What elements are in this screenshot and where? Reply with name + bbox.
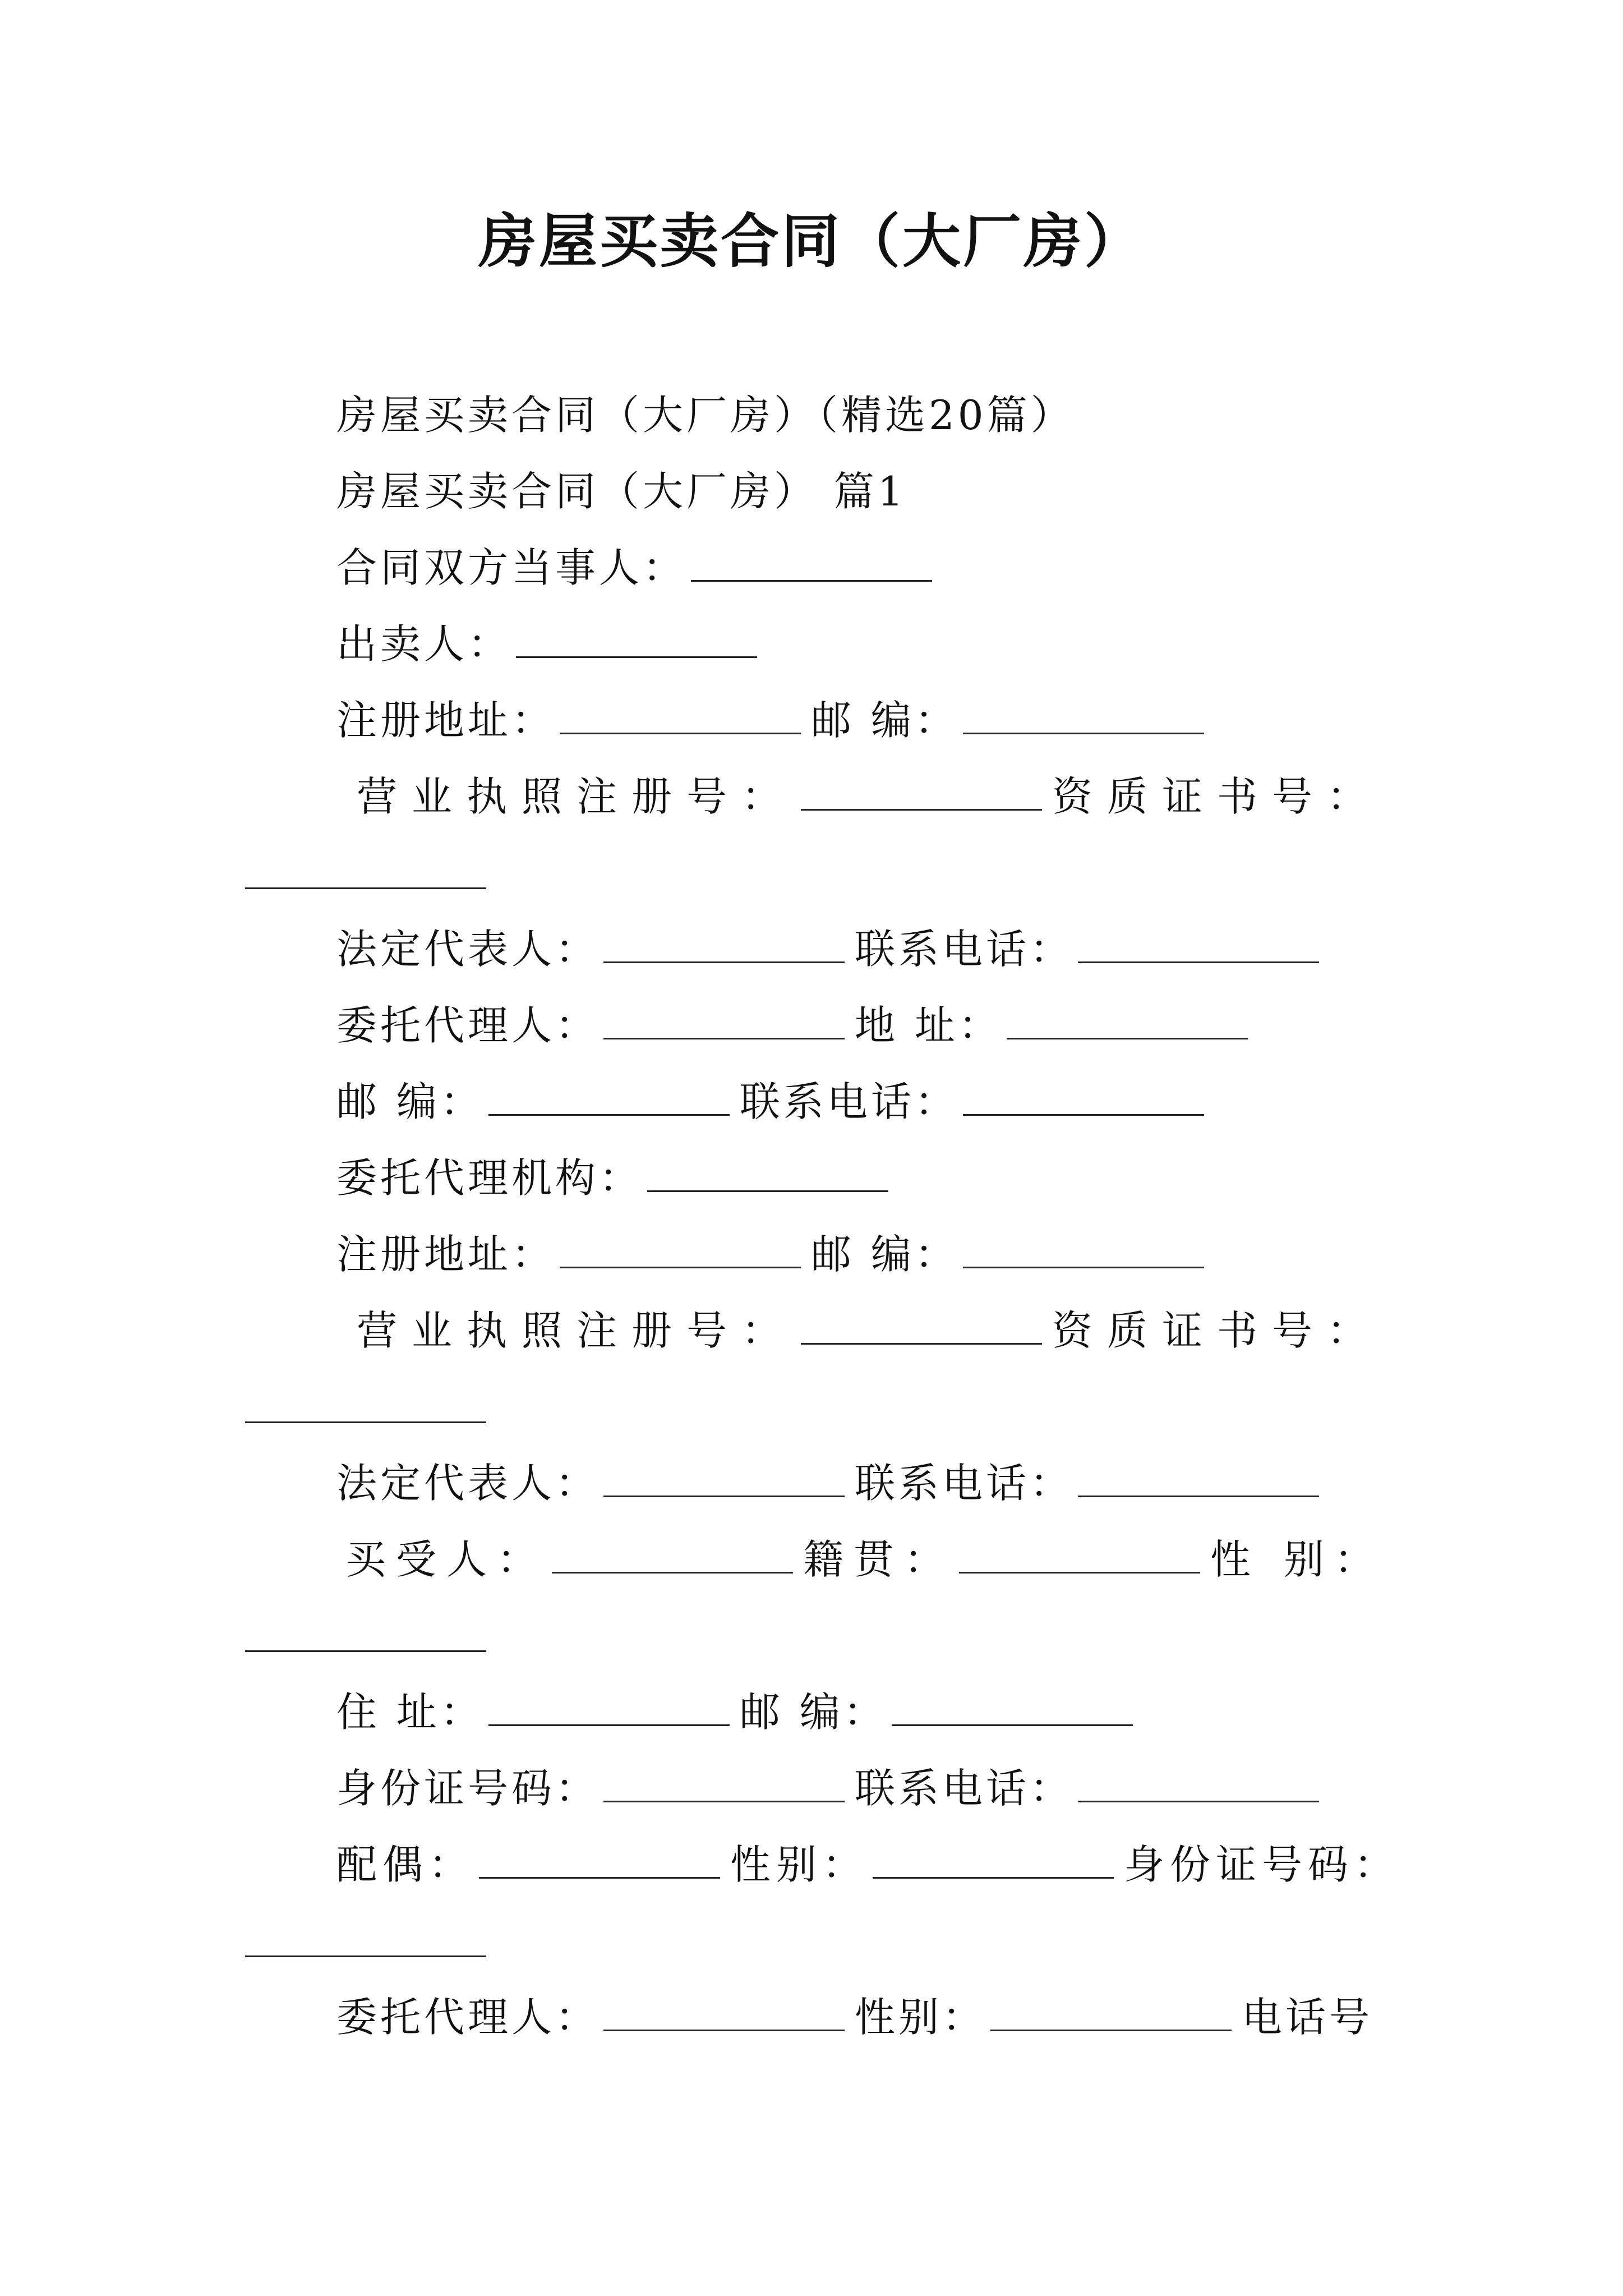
postcode-label: 邮 编： — [811, 1231, 958, 1278]
phone-blank — [1078, 1767, 1319, 1802]
buyer-id-line — [336, 1760, 1329, 1816]
residence-label: 住 址： — [336, 1688, 484, 1736]
agency-address-line — [336, 1226, 1214, 1282]
gender-label: 性别： — [855, 1994, 986, 2041]
section-heading-line — [336, 463, 907, 519]
agency-label: 委托代理机构： — [336, 1154, 643, 1202]
phone-blank — [963, 1080, 1204, 1116]
address-blank — [1007, 1004, 1248, 1039]
buyer-agent-line — [336, 1989, 1373, 2045]
agent-label: 委托代理人： — [336, 1002, 600, 1049]
seller-address-line — [336, 692, 1214, 748]
license-number-label: 营业执照注册号： — [357, 773, 797, 820]
legal-rep-label: 法定代表人： — [336, 1460, 600, 1507]
postcode-blank — [963, 699, 1204, 734]
spouse-line — [336, 1837, 1400, 1893]
phone-label: 电话号 — [1242, 1994, 1373, 2041]
parties-blank — [691, 546, 932, 582]
parties-label: 合同双方当事人： — [336, 544, 687, 591]
gender-label: 性别： — [730, 1841, 869, 1888]
agency-rep-line — [336, 1455, 1329, 1511]
native-place-blank — [959, 1538, 1200, 1573]
seller-agent-contact-line — [336, 1074, 1214, 1130]
agency-line — [336, 1150, 898, 1206]
spouse-label: 配偶： — [336, 1841, 475, 1888]
registered-address-label: 注册地址： — [336, 697, 556, 744]
gender-blank — [245, 1617, 486, 1652]
agency-license-line — [357, 1303, 1382, 1359]
doc-subtitle-line — [336, 387, 1075, 443]
license-number-blank — [801, 1309, 1042, 1345]
postcode-blank — [488, 1080, 730, 1116]
document-title: 房屋买卖合同（大厂房） — [478, 206, 1145, 275]
gender-label: 性 别： — [1210, 1536, 1385, 1583]
buyer-address-line — [336, 1684, 1143, 1740]
agent-blank — [603, 1996, 845, 2031]
phone-blank — [1078, 1462, 1319, 1497]
legal-rep-label: 法定代表人： — [336, 926, 600, 973]
phone-label: 联系电话： — [855, 1460, 1074, 1507]
agency-blank — [647, 1157, 888, 1192]
id-number-label: 身份证号码： — [336, 1765, 600, 1812]
seller-blank — [516, 623, 757, 658]
seller-label: 出卖人： — [336, 620, 512, 668]
registered-address-blank — [560, 699, 801, 734]
seller-line — [336, 616, 767, 672]
phone-label: 联系电话： — [855, 1765, 1074, 1812]
postcode-blank — [963, 1233, 1204, 1268]
agent-label: 委托代理人： — [336, 1994, 600, 2041]
residence-blank — [488, 1691, 730, 1726]
spouse-blank — [479, 1843, 720, 1879]
postcode-label: 邮 编： — [739, 1688, 887, 1736]
seller-agent-line — [336, 997, 1258, 1053]
buyer-blank — [552, 1538, 793, 1573]
native-place-label: 籍贯： — [803, 1536, 955, 1583]
id-number-blank — [245, 1922, 486, 1957]
buyer-line — [345, 1531, 1385, 1588]
license-number-label: 营业执照注册号： — [357, 1307, 797, 1354]
phone-label: 联系电话： — [739, 1078, 958, 1125]
legal-rep-blank — [603, 1462, 845, 1497]
seller-rep-line — [336, 921, 1329, 977]
id-number-blank — [603, 1767, 845, 1802]
phone-blank — [1078, 928, 1319, 963]
buyer-label: 买受人： — [345, 1536, 548, 1583]
section-heading: 房屋买卖合同（大厂房） 篇1 — [336, 468, 907, 515]
qualification-blank — [245, 854, 486, 889]
seller-license-line — [357, 769, 1382, 825]
agent-blank — [603, 1004, 845, 1039]
qualification-blank — [245, 1388, 486, 1423]
doc-subtitle: 房屋买卖合同（大厂房）（精选20篇） — [336, 392, 1075, 439]
postcode-label: 邮 编： — [336, 1078, 484, 1125]
registered-address-blank — [560, 1233, 801, 1268]
id-number-label: 身份证号码： — [1124, 1841, 1400, 1888]
gender-blank — [990, 1996, 1232, 2031]
parties-line — [336, 540, 942, 596]
postcode-blank — [892, 1691, 1133, 1726]
registered-address-label: 注册地址： — [336, 1231, 556, 1278]
license-number-blank — [801, 775, 1042, 811]
qualification-label: 资质证书号： — [1052, 1307, 1382, 1354]
postcode-label: 邮 编： — [811, 697, 958, 744]
phone-label: 联系电话： — [855, 926, 1074, 973]
address-label: 地 址： — [855, 1002, 1002, 1049]
gender-blank — [873, 1843, 1114, 1879]
qualification-label: 资质证书号： — [1052, 773, 1382, 820]
legal-rep-blank — [603, 928, 845, 963]
